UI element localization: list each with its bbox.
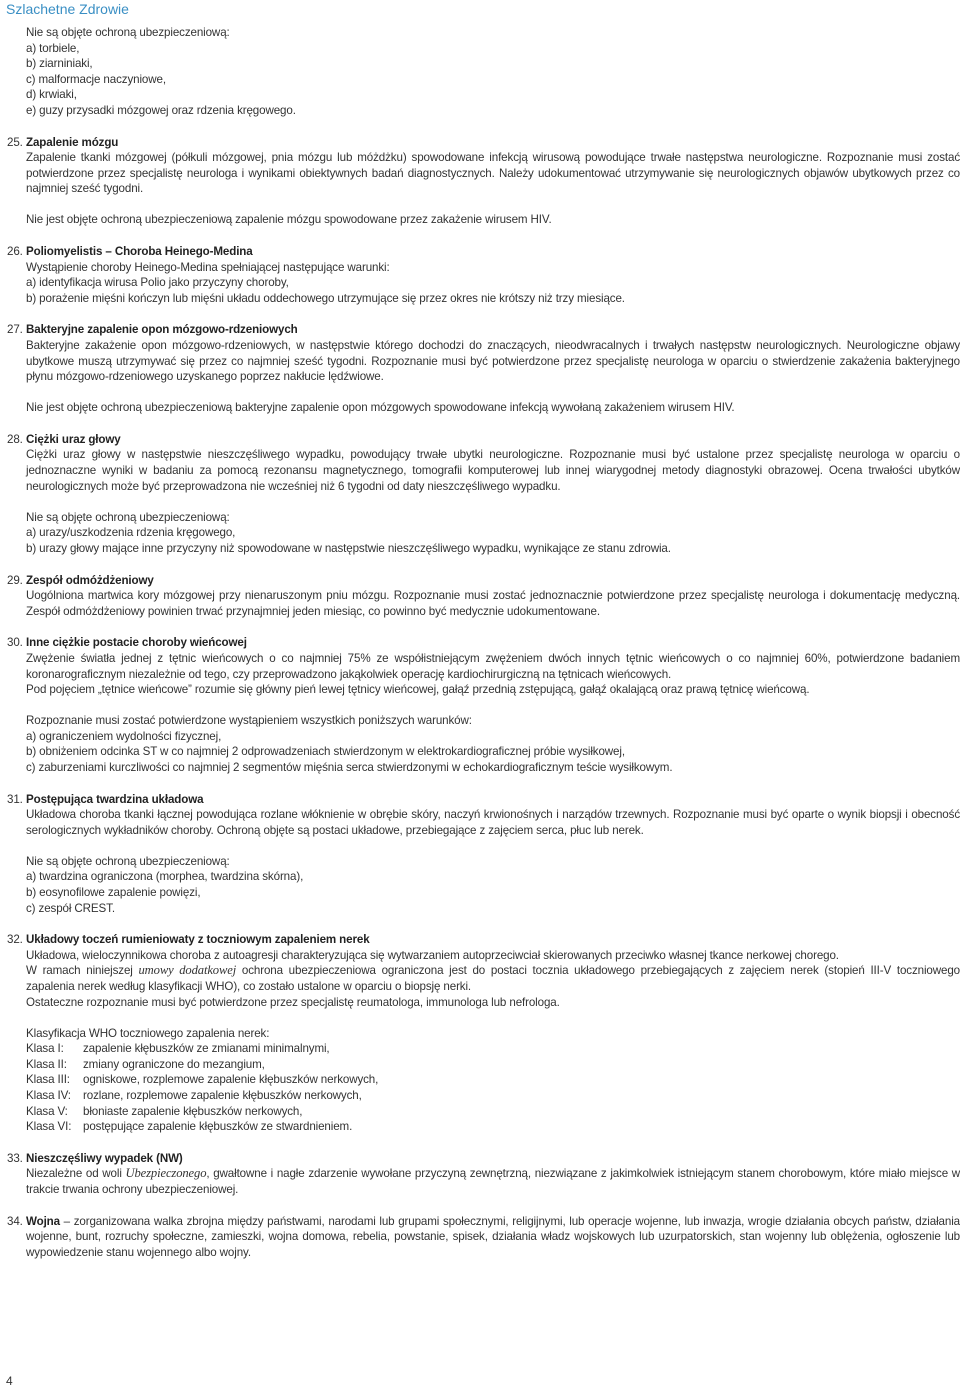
- list-item: a) identyfikacja wirusa Polio jako przyczyny choroby,: [26, 276, 289, 290]
- section-31: [7, 792, 960, 917]
- section-33: [7, 1151, 960, 1198]
- section-paragraph: Ciężki uraz głowy w następstwie nieszczęśliwego wypadku, powodujący trwałe ubytki neurologiczne. Rozpoznanie musi być ustalone przez specjalistę neurologa w oparciu o jednoznaczne wyniki w badaniu za pomocą rezonansu magnetycznego, tomografii komputerowej lub innej wiarygodnej metody diagnostyki obrazowej. Ocena trwałości ubytków neurologicznych może być przeprowadzona nie wcześniej niż 6 tygodni od daty nieszczęśliwego wypadku.: [26, 448, 960, 493]
- exclusions-lead: Nie są objęte ochroną ubezpieczeniową:: [26, 510, 230, 524]
- table-row: [26, 1104, 378, 1120]
- class-description: zapalenie kłębuszków ze zmianami minimalnymi,: [83, 1042, 330, 1056]
- section-25: [7, 135, 960, 228]
- section-paragraph: Zwężenie światła jednej z tętnic wieńcowych o co najmniej 75% ze współistniejącym zwężeniem dwóch innych tętnic wieńcowych o co najmniej 60%, potwierdzone badaniem koronarograficznym niezależnie od tego, czy przeprowadzono jakąkolwiek operację kardiochirurgiczną na tętnicach wieńcowych.: [26, 651, 960, 681]
- section-number: 34.: [7, 1214, 23, 1228]
- table-row: [26, 1119, 378, 1135]
- section-title: Układowy toczeń rumieniowaty z toczniowym zapaleniem nerek: [26, 933, 370, 947]
- section-paragraph: Układowa, wieloczynnikowa choroba z autoagresji charakteryzująca się wytwarzaniem autoprzeciwciał skierowanych przeciwko własnej tkance nerkowej chorego.: [26, 948, 839, 962]
- section-paragraph: [26, 1214, 960, 1261]
- section-paragraph: [26, 963, 960, 994]
- section-26: [7, 244, 960, 306]
- list-item: b) urazy głowy mające inne przyczyny niż spowodowane w następstwie nieszczęśliwego wypadku, wynikające ze stanu zdrowia.: [26, 541, 671, 555]
- section-number: 32.: [7, 933, 23, 947]
- section-number: 29.: [7, 573, 23, 587]
- list-item: e) guzy przysadki mózgowej oraz rdzenia kręgowego.: [26, 103, 296, 117]
- exclusions-lead: Nie są objęte ochroną ubezpieczeniową:: [26, 26, 230, 39]
- exclusions-lead: Nie są objęte ochroną ubezpieczeniową:: [26, 854, 230, 868]
- section-number: 33.: [7, 1151, 23, 1165]
- conditions-list: [26, 729, 960, 776]
- table-row: [26, 1041, 378, 1057]
- section-title: Postępująca twardzina układowa: [26, 792, 204, 806]
- text-run: – zorganizowana walka zbrojna między państwami, narodami lub grupami społecznymi, religijnymi, lub operacje wojenne, lub inwazja, wrogie działania obcych państw, działania wojenne, bunt, rozruchy społeczne, zamieszki, wojna domowa, rebelia, powstanie, spisek, działania władz wojskowych lub uzurpatorskich, stan wojenny lub oblężenia, ogłoszenie lub wypowiedzenie stanu wojennego albo wojny.: [26, 1214, 960, 1259]
- section-number: 27.: [7, 323, 23, 337]
- list-item: b) porażenie mięśni kończyn lub mięśni układu oddechowego utrzymujące się przez okres nie krótszy niż trzy miesiące.: [26, 291, 625, 305]
- section-28: [7, 432, 960, 557]
- list-item: a) ograniczeniem wydolności fizycznej,: [26, 729, 222, 743]
- list-item: c) zaburzeniami kurczliwości co najmniej 2 segmentów mięśnia serca stwierdzonymi w echokardiograficznym teście wysiłkowym.: [26, 760, 673, 774]
- conditions-list: [26, 275, 960, 306]
- section-number: 26.: [7, 245, 23, 259]
- list-item: a) torbiele,: [26, 41, 80, 55]
- section-number: 30.: [7, 636, 23, 650]
- section-paragraph: Uogólniona martwica kory mózgowej przy nienaruszonym pniu mózgu. Rozpoznanie musi zostać jednoznacznie potwierdzone przez specjalistę neurologa i dokumentację medyczną. Zespół odmóżdżeniowy powinien trwać przynajmniej jeden miesiąc, co powinno być medycznie udokumentowane.: [26, 589, 960, 618]
- class-label: Klasa III:: [26, 1073, 70, 1087]
- list-item: b) ziarniniaki,: [26, 57, 93, 71]
- class-description: błoniaste zapalenie kłębuszków nerkowych,: [83, 1104, 303, 1118]
- section-title: Inne ciężkie postacie choroby wieńcowej: [26, 636, 247, 650]
- class-label: Klasa II:: [26, 1057, 67, 1071]
- section-34: [7, 1214, 960, 1261]
- class-label: Klasa I:: [26, 1042, 64, 1056]
- section-title: Bakteryjne zapalenie opon mózgowo-rdzeniowych: [26, 323, 298, 337]
- section-title: Zapalenie mózgu: [26, 135, 119, 149]
- text-run: Niezależne od woli: [26, 1167, 126, 1181]
- section-title: Poliomyelistis – Choroba Heinego-Medina: [26, 245, 253, 259]
- class-description: zmiany ograniczone do mezangium,: [83, 1057, 265, 1071]
- section-title: Ciężki uraz głowy: [26, 432, 121, 446]
- section-title: Wojna: [26, 1214, 60, 1228]
- conditions-lead: Rozpoznanie musi zostać potwierdzone wystąpieniem wszystkich poniższych warunków:: [26, 714, 472, 728]
- section-title: Zespół odmóżdżeniowy: [26, 573, 154, 587]
- section-paragraph: Pod pojęciem „tętnice wieńcowe” rozumie się główny pień lewej tętnicy wieńcowej, gałąź przednią zstępującą, gałąź okalającą oraz prawą tętnicę wieńcową.: [26, 683, 810, 697]
- class-label: Klasa VI:: [26, 1120, 72, 1134]
- class-description: ogniskowe, rozplemowe zapalenie kłębuszków nerkowych,: [83, 1073, 379, 1087]
- section-paragraph: Bakteryjne zakażenie opon mózgowo-rdzeniowych, w następstwie którego dochodzi do znaczących, nieodwracalnych i trwałych następstw neurologicznych. Neurologiczne objawy ubytkowe muszą utrzymywać się przez co najmniej sześć tygodni. Rozpoznanie musi być potwierdzone przez specjalistę neurologa w oparciu o stwierdzenie zakażenia bakteryjnego płynu mózgowo-rdzeniowego uzyskanego poprzez nakłucie lędźwiowe.: [26, 339, 960, 384]
- list-item: c) malformacje naczyniowe,: [26, 72, 166, 86]
- exclusions-list: [26, 41, 960, 119]
- page-number: 4: [6, 1374, 13, 1388]
- exclusions-intro: [26, 25, 960, 119]
- section-paragraph: Nie jest objęte ochroną ubezpieczeniową zapalenie mózgu spowodowane przez zakażenie wirusem HIV.: [26, 213, 552, 227]
- class-label: Klasa IV:: [26, 1089, 71, 1103]
- section-number: 28.: [7, 432, 23, 446]
- table-row: [26, 1088, 378, 1104]
- section-title: Nieszczęśliwy wypadek (NW): [26, 1151, 183, 1165]
- who-classification-table: [26, 1041, 378, 1135]
- section-32: [7, 932, 960, 1135]
- exclusions-list: [26, 869, 960, 916]
- list-item: a) twardzina ograniczona (morphea, twardzina skórna),: [26, 870, 304, 884]
- text-run: W ramach niniejszej: [26, 964, 139, 978]
- class-description: postępujące zapalenie kłębuszków ze stwardnieniem.: [83, 1120, 353, 1134]
- list-item: c) zespół CREST.: [26, 901, 115, 915]
- list-item: b) eosynofilowe zapalenie powięzi,: [26, 886, 201, 900]
- exclusions-list: [26, 525, 960, 556]
- table-row: [26, 1057, 378, 1073]
- italic-term: umowy dodatkowej: [138, 963, 237, 978]
- brand-header: Szlachetne Zdrowie: [6, 1, 129, 17]
- section-paragraph: Ostateczne rozpoznanie musi być potwierdzone przez specjalistę reumatologa, immunologa lub nefrologa.: [26, 995, 560, 1009]
- section-27: [7, 322, 960, 415]
- table-row: [26, 1072, 378, 1088]
- who-classification-lead: Klasyfikacja WHO toczniowego zapalenia nerek:: [26, 1026, 270, 1040]
- section-number: 25.: [7, 135, 23, 149]
- document-body: [7, 25, 960, 1260]
- section-paragraph: Zapalenie tkanki mózgowej (półkuli mózgowej, pnia mózgu lub móżdżku) spowodowane infekcją wirusową powodujące trwałe następstwa neurologiczne. Rozpoznanie musi zostać potwierdzone przez specjalistę neurologa i wynikami obiektywnych badań diagnostycznych. Należy udokumentować utrzymywanie się neurologicznych objawów ubytkowych przez co najmniej sześć tygodni.: [26, 151, 960, 196]
- list-item: b) obniżeniem odcinka ST w co najmniej 2 odprowadzeniach stwierdzonym w elektrokardiograficznej próbie wysiłkowej,: [26, 745, 625, 759]
- class-label: Klasa V:: [26, 1104, 68, 1118]
- section-paragraph: Nie jest objęte ochroną ubezpieczeniową bakteryjne zapalenie opon mózgowych spowodowane infekcją wywołaną zakażeniem wirusem HIV.: [26, 401, 735, 415]
- section-paragraph: Układowa choroba tkanki łącznej powodująca rozlane włóknienie w obrębie skóry, naczyń krwionośnych i narządów trzewnych. Rozpoznanie musi być oparte o wynik biopsji i obecność serologicznych wykładników choroby. Ochroną objęte są postaci układowe, przebiegające z zajęciem serca, płuc lub nerek.: [26, 808, 960, 837]
- class-description: rozlane, rozplemowe zapalenie kłębuszków nerkowych,: [83, 1089, 362, 1103]
- section-29: [7, 573, 960, 620]
- list-item: d) krwiaki,: [26, 88, 77, 102]
- section-30: [7, 635, 960, 775]
- section-number: 31.: [7, 792, 23, 806]
- italic-term: Ubezpieczonego: [125, 1166, 207, 1181]
- text-run: ochrona ubezpieczeniowa ograniczona jest do postaci tocznia układowego przebiegających z zajęciem nerek (stopień III-V toczniowego zapalenia nerek według klasyfikacji WHO), co zostało ustalone w oparciu o biopsję nerki.: [26, 964, 960, 993]
- list-item: a) urazy/uszkodzenia rdzenia kręgowego,: [26, 526, 236, 540]
- section-paragraph: [26, 1166, 960, 1197]
- section-paragraph: Wystąpienie choroby Heinego-Medina spełniającej następujące warunki:: [26, 260, 390, 274]
- text-run: , gwałtowne i nagłe zdarzenie wywołane przyczyną zewnętrzną, niezwiązane z jakimkolwiek istniejącym stanem chorobowym, które miało miejsce w trakcie trwania ochrony ubezpieczeniowej.: [26, 1167, 960, 1197]
